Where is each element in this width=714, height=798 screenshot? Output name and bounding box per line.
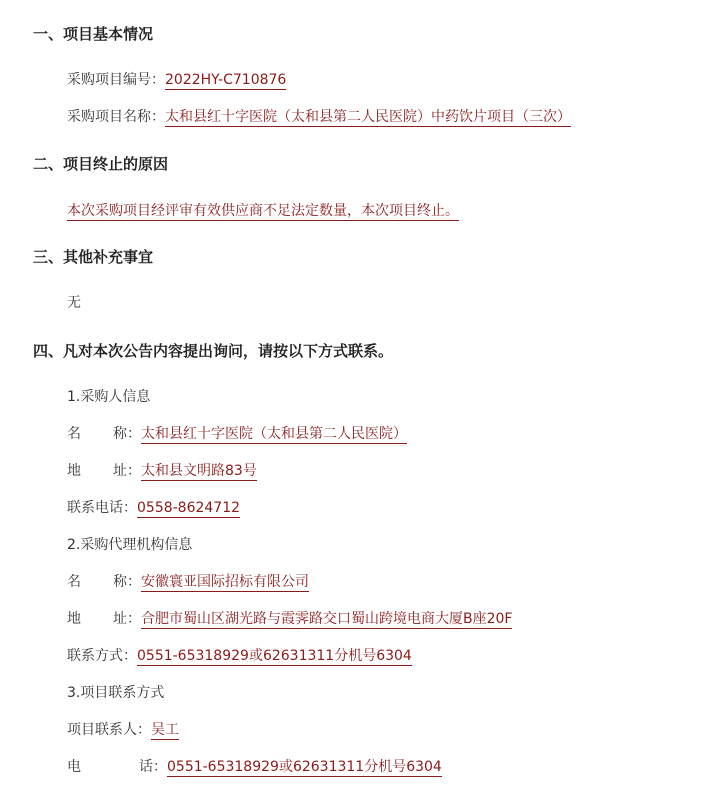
- purchaser-address-value: 太和县文明路83号: [141, 463, 257, 479]
- project-contact-phone-label-a: 电: [67, 759, 81, 775]
- project-name-value: 太和县红十字医院（太和县第二人民医院）中药饮片项目（三次）: [165, 109, 571, 125]
- agency-address-label-a: 地: [67, 611, 81, 627]
- agency-contact-label: 联系方式：: [67, 648, 137, 664]
- project-name-row: [67, 107, 571, 127]
- agency-info-title: 2.采购代理机构信息: [67, 537, 193, 553]
- project-contact-person-row: [67, 720, 179, 740]
- project-contact-person-value: 吴工: [151, 722, 179, 738]
- project-contact-phone-value: 0551-65318929或62631311分机号6304: [167, 759, 442, 775]
- section-3-heading: 三、其他补充事宜: [33, 248, 154, 266]
- purchaser-phone-row: [67, 498, 240, 518]
- project-contact-person-label: 项目联系人：: [67, 722, 151, 738]
- purchaser-phone-label: 联系电话：: [67, 500, 137, 516]
- purchaser-address-label-a: 地: [67, 463, 81, 479]
- supplementary-content: 无: [67, 295, 81, 311]
- section-4-heading: 四、凡对本次公告内容提出询问，请按以下方式联系。: [33, 342, 394, 360]
- project-name-label: 采购项目名称：: [67, 109, 165, 125]
- purchaser-name-value: 太和县红十字医院（太和县第二人民医院）: [141, 426, 407, 442]
- purchaser-name-label-b: 称：: [113, 426, 141, 442]
- agency-name-value: 安徽寰亚国际招标有限公司: [141, 574, 309, 590]
- termination-reason: 本次采购项目经评审有效供应商不足法定数量，本次项目终止。: [67, 203, 459, 219]
- purchaser-phone-value: 0558-8624712: [137, 500, 241, 516]
- agency-address-row: [67, 609, 512, 629]
- agency-address-label-b: 址：: [113, 611, 141, 627]
- agency-contact-row: [67, 646, 412, 666]
- section-1-heading: 一、项目基本情况: [33, 25, 154, 43]
- purchaser-address-row: [67, 461, 257, 481]
- section-2-heading: 二、项目终止的原因: [33, 155, 169, 173]
- agency-name-label-b: 称：: [113, 574, 141, 590]
- agency-name-label-a: 名: [67, 574, 81, 590]
- purchaser-name-row: [67, 424, 407, 444]
- project-contact-phone-label-b: 话：: [139, 759, 167, 775]
- purchaser-address-label-b: 址：: [113, 463, 141, 479]
- project-contact-phone-row: [67, 757, 442, 777]
- purchaser-info-title: 1.采购人信息: [67, 389, 151, 405]
- agency-name-row: [67, 572, 309, 592]
- project-contact-title: 3.项目联系方式: [67, 685, 165, 701]
- project-number-label: 采购项目编号：: [67, 72, 165, 88]
- purchaser-name-label-a: 名: [67, 426, 81, 442]
- project-number-value: 2022HY-C710876: [165, 72, 287, 88]
- agency-contact-value: 0551-65318929或62631311分机号6304: [137, 648, 412, 664]
- project-number-row: [67, 70, 286, 90]
- agency-address-value: 合肥市蜀山区湖光路与霞霁路交口蜀山跨境电商大厦B座20F: [141, 611, 513, 627]
- termination-reason-row: [67, 201, 459, 221]
